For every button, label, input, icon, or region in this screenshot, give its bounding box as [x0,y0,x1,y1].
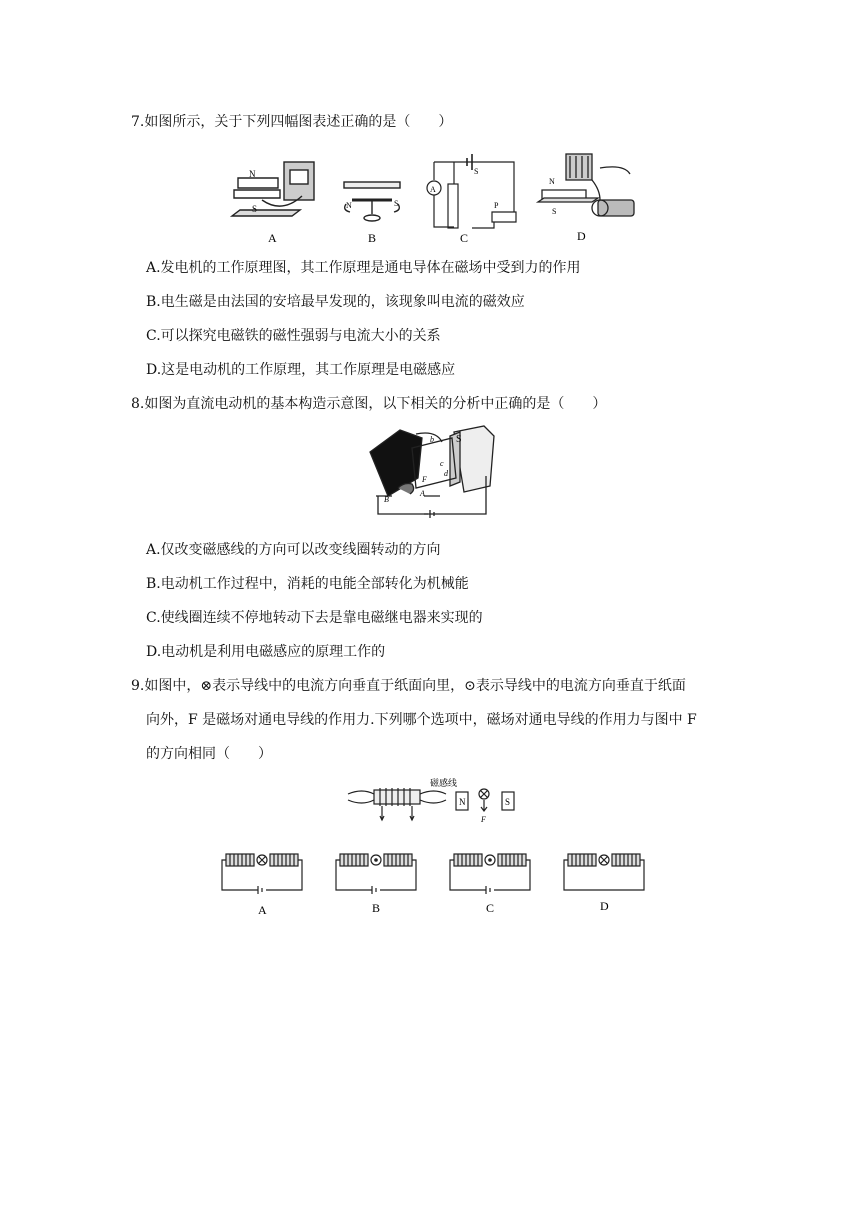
q9-s-label: S [505,797,511,807]
q8-option-b: B.电动机工作过程中，消耗的电能全部转化为机械能 [146,576,469,592]
q9-label-a: A [258,903,267,917]
q8-c-label: c [440,459,444,468]
q9-solenoid [348,788,446,820]
q7-label-b: B [368,231,377,245]
q9-stem-line-2: 向外，F 是磁场对通电导线的作用力.下列哪个选项中，磁场对通电导线的作用力与图中 F [146,712,697,728]
q7-figure [222,140,648,248]
q7-fig-a-s: S [252,204,258,214]
q8-br-label: B [384,495,389,504]
q8-option-d: D.电动机是利用电磁感应的原理工作的 [146,644,386,660]
q7-option-b: B.电生磁是由法国的安培最早发现的，该现象叫电流的磁效应 [146,294,525,310]
q9-label-d: D [600,899,609,913]
q7-fig-c [427,154,516,228]
q7-fig-a-n: N [249,169,256,179]
q8-a-label: A [420,489,425,498]
q9-n-label: N [459,797,466,807]
q7-option-c: C.可以探究电磁铁的磁性强弱与电流大小的关系 [146,328,441,344]
q9-stem-line-1: 9.如图中，⊗表示导线中的电流方向垂直于纸面向里，⊙表示导线中的电流方向垂直于纸面 [131,678,686,694]
q8-option-c: C.使线圈连续不停地转动下去是靠电磁继电器来实现的 [146,610,483,626]
q9-f-label: F [481,815,486,824]
q7-label-c: C [460,231,469,245]
q8-b-label: b [430,435,434,444]
q7-option-d: D.这是电动机的工作原理，其工作原理是电磁感应 [146,362,456,378]
q9-label-c: C [486,901,495,915]
q7-option-a: A.发电机的工作原理图，其工作原理是通电导体在磁场中受到力的作用 [146,260,581,276]
q7-fig-b [344,182,400,221]
q7-fig-d-s: S [552,207,557,216]
q8-figure [364,422,500,524]
q9-label-b: B [372,901,381,915]
q9-circuits [222,854,644,894]
q8-d-label: d [444,469,448,478]
q9-figure [214,772,648,920]
q7-label-d: D [577,229,586,243]
q8-option-a: A.仅改变磁感线的方向可以改变线圈转动的方向 [146,542,441,558]
q7-fig-b-n: N [346,201,352,210]
q9-field-label: 磁感线 [430,778,458,788]
q8-stem: 8.如图为直流电动机的基本构造示意图，以下相关的分析中正确的是（ ） [131,396,607,412]
q9-stem-line-3: 的方向相同（ ） [146,746,272,762]
q7-fig-c-p: P [494,201,499,210]
q8-f-label: F [422,475,427,484]
q7-fig-b-s: S [394,199,399,208]
q7-fig-a [232,162,314,216]
q7-label-a: A [268,231,277,245]
q7-fig-d-n: N [549,177,555,186]
q8-s-label: S [456,434,462,445]
q7-stem: 7.如图所示，关于下列四幅图表述正确的是（ ） [131,114,453,130]
q7-fig-c-s: S [474,167,479,176]
q7-fig-c-ammeter: A [430,185,436,194]
